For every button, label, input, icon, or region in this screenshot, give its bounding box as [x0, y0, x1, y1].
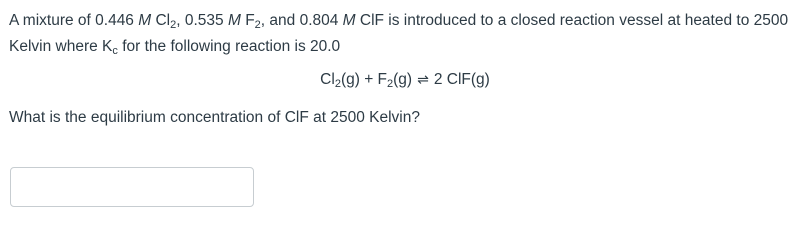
- intro-text-4: ClF is introduced to a closed reaction vessel at heated to 2500 Kelvin where K: [9, 12, 789, 55]
- reaction-equation: [9, 66, 789, 93]
- question-prompt: What is the equilibrium concentration of ClF at 2500 Kelvin?: [9, 109, 420, 126]
- eq-cl: Cl: [320, 71, 335, 88]
- intro-text-cl: Cl: [151, 12, 171, 29]
- question-intro: [9, 8, 789, 60]
- eq-product: 2 ClF(g): [433, 71, 490, 88]
- subscript-2: 2: [387, 78, 394, 90]
- intro-text-1: A mixture of 0.446: [9, 12, 139, 29]
- answer-input[interactable]: [10, 167, 254, 207]
- eq-plus-f: (g) + F: [340, 71, 388, 88]
- molar-unit: M: [138, 12, 152, 29]
- intro-text-5: for the following reaction is 20.0: [117, 38, 341, 55]
- kc-subscript: c: [112, 45, 118, 57]
- molar-unit: M: [342, 12, 356, 29]
- equilibrium-arrow-icon: ⇌: [417, 71, 429, 87]
- subscript-2: 2: [170, 19, 177, 31]
- intro-text-f: F: [240, 12, 255, 29]
- eq-g: (g): [393, 71, 413, 88]
- intro-text-2: , 0.535: [176, 12, 228, 29]
- intro-text-3: , and 0.804: [260, 12, 343, 29]
- subscript-2: 2: [334, 78, 341, 90]
- molar-unit: M: [227, 12, 241, 29]
- question-text: [9, 8, 789, 131]
- subscript-2: 2: [254, 19, 261, 31]
